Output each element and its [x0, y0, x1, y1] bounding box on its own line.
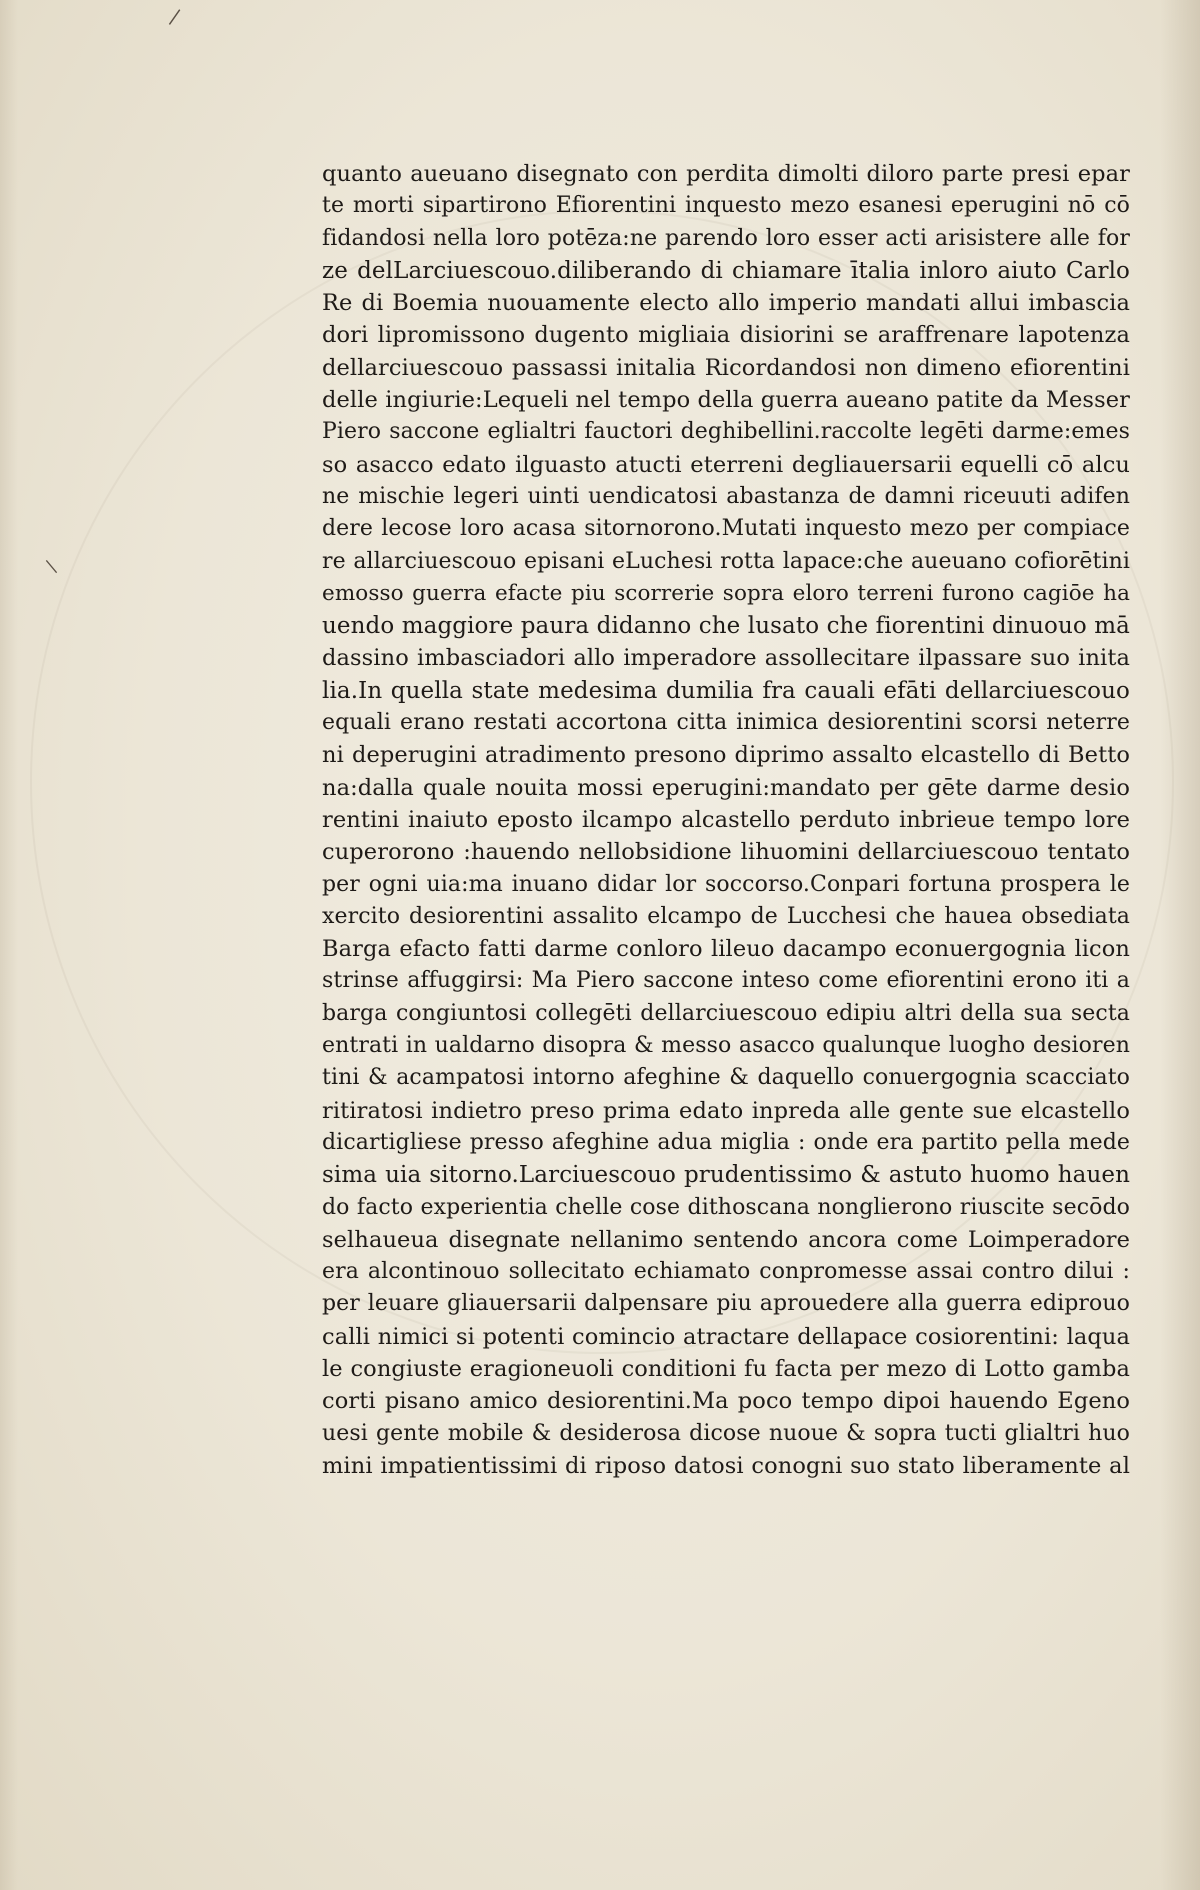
text-line: re allarciuescouo episani eLuchesi rotta lapace:che aueuano cofiorētini — [322, 548, 1130, 574]
text-line: dellarciuescouo passassi initalia Ricordandosi non dimeno efiorentini — [322, 354, 1130, 381]
text-line: equali erano restati accortona citta inimica desiorentini scorsi neterre — [322, 710, 1130, 736]
text-line: so asacco edato ilguasto atucti eterreni degliauersarii equelli cō alcu — [322, 451, 1130, 478]
text-line: lia.In quella state medesima dumilia fra cauali efāti dellarciuescouo — [322, 677, 1130, 704]
text-line: era alcontinouo sollecitato echiamato conpromesse assai contro dilui : — [322, 1259, 1130, 1285]
text-line: uendo maggiore paura didanno che lusato che fiorentini dinuouo mā — [322, 613, 1130, 640]
page-left-edge-shadow — [0, 0, 18, 1890]
text-line: entrati in ualdarno disopra & messo asacco qualunque luogho desioren — [322, 1033, 1130, 1059]
text-line: mini impatientissimi di riposo datosi conogni suo stato liberamente al — [322, 1452, 1130, 1479]
text-line: xercito desiorentini assalito elcampo de Lucchesi che hauea obsediata — [322, 903, 1130, 929]
text-line: do facto experientia chelle cose dithoscana nonglierono riuscite secōdo — [322, 1194, 1130, 1220]
text-line: delle ingiurie:Lequeli nel tempo della guerra aueano patite da Messer — [322, 387, 1130, 414]
text-line: fidandosi nella loro potēza:ne parendo loro esser acti arisistere alle for — [322, 225, 1130, 251]
text-line: dassino imbasciadori allo imperadore assollecitare ilpassare suo inita — [322, 645, 1130, 672]
text-line: uesi gente mobile & desiderosa dicose nuoue & sopra tucti glialtri huo — [322, 1420, 1130, 1446]
text-line: per leuare gliauersarii dalpensare piu aprouedere alla guerra ediprouo — [322, 1291, 1130, 1317]
text-line: per ogni uia:ma inuano didar lor soccorso.Conpari fortuna prospera le — [322, 871, 1130, 897]
text-line: ze delLarciuescouo.diliberando di chiamare ītalia inloro aiuto Carlo — [322, 257, 1130, 284]
text-line: dicartigliese presso afeghine adua miglia : onde era partito pella mede — [322, 1129, 1130, 1155]
text-line: cuperorono :hauendo nellobsidione lihuomini dellarciuescouo tentato — [322, 839, 1130, 866]
text-line: dori lipromissono dugento migliaia disiorini se araffrenare lapotenza — [322, 322, 1130, 349]
text-line: Re di Boemia nuouamente electo allo imperio mandati allui imbascia — [322, 290, 1130, 317]
text-line: calli nimici si potenti comincio atractare dellapace cosiorentini: laqua — [322, 1323, 1130, 1350]
text-line: corti pisano amico desiorentini.Ma poco tempo dipoi hauendo Egeno — [322, 1388, 1130, 1415]
text-line: selhaueua disegnate nellanimo sentendo ancora come Loimperadore — [322, 1226, 1130, 1253]
text-line: rentini inaiuto eposto ilcampo alcastello perduto inbrieue tempo lore — [322, 806, 1130, 833]
stray-pen-mark-left: | — [42, 556, 59, 575]
text-line: na:dalla quale nouita mossi eperugini:mandato per gēte darme desio — [322, 774, 1130, 801]
text-line: tini & acampatosi intorno afeghine & daquello conuergognia scacciato — [322, 1065, 1130, 1091]
text-line: emosso guerra efacte piu scorrerie sopra eloro terreni furono cagiōe ha — [322, 580, 1130, 606]
text-line: barga congiuntosi collegēti dellarciuescouo edipiu altri della sua secta — [322, 1000, 1130, 1026]
text-line: dere lecose loro acasa sitornorono.Mutati inquesto mezo per compiace — [322, 516, 1130, 542]
text-line: te morti sipartirono Efiorentini inquesto mezo esanesi eperugini nō cō — [322, 193, 1130, 219]
text-line: Piero saccone eglialtri fauctori deghibellini.raccolte legēti darme:emes — [322, 419, 1130, 445]
text-line: Barga efacto fatti darme conloro lileuo dacampo econuergognia licon — [322, 936, 1130, 963]
text-line: sima uia sitorno.Larciuescouo prudentissimo & astuto huomo hauen — [322, 1162, 1130, 1189]
text-line: strinse affuggirsi: Ma Piero saccone inteso come efiorentini erono iti a — [322, 968, 1130, 994]
text-line: le congiuste eragioneuoli conditioni fu facta per mezo di Lotto gamba — [322, 1355, 1130, 1382]
text-line: quanto aueuano disegnato con perdita dimolti diloro parte presi epar — [322, 161, 1130, 187]
body-text-block — [322, 158, 1130, 1482]
page-right-edge-shadow — [1160, 0, 1200, 1890]
text-line: ritiratosi indietro preso prima edato inpreda alle gente sue elcastello — [322, 1097, 1130, 1124]
stray-pen-mark-top: | — [166, 6, 184, 27]
text-line: ne mischie legeri uinti uendicatosi abastanza de damni riceuuti adifen — [322, 483, 1130, 509]
text-line: ni deperugini atradimento presono diprimo assalto elcastello di Betto — [322, 742, 1130, 769]
